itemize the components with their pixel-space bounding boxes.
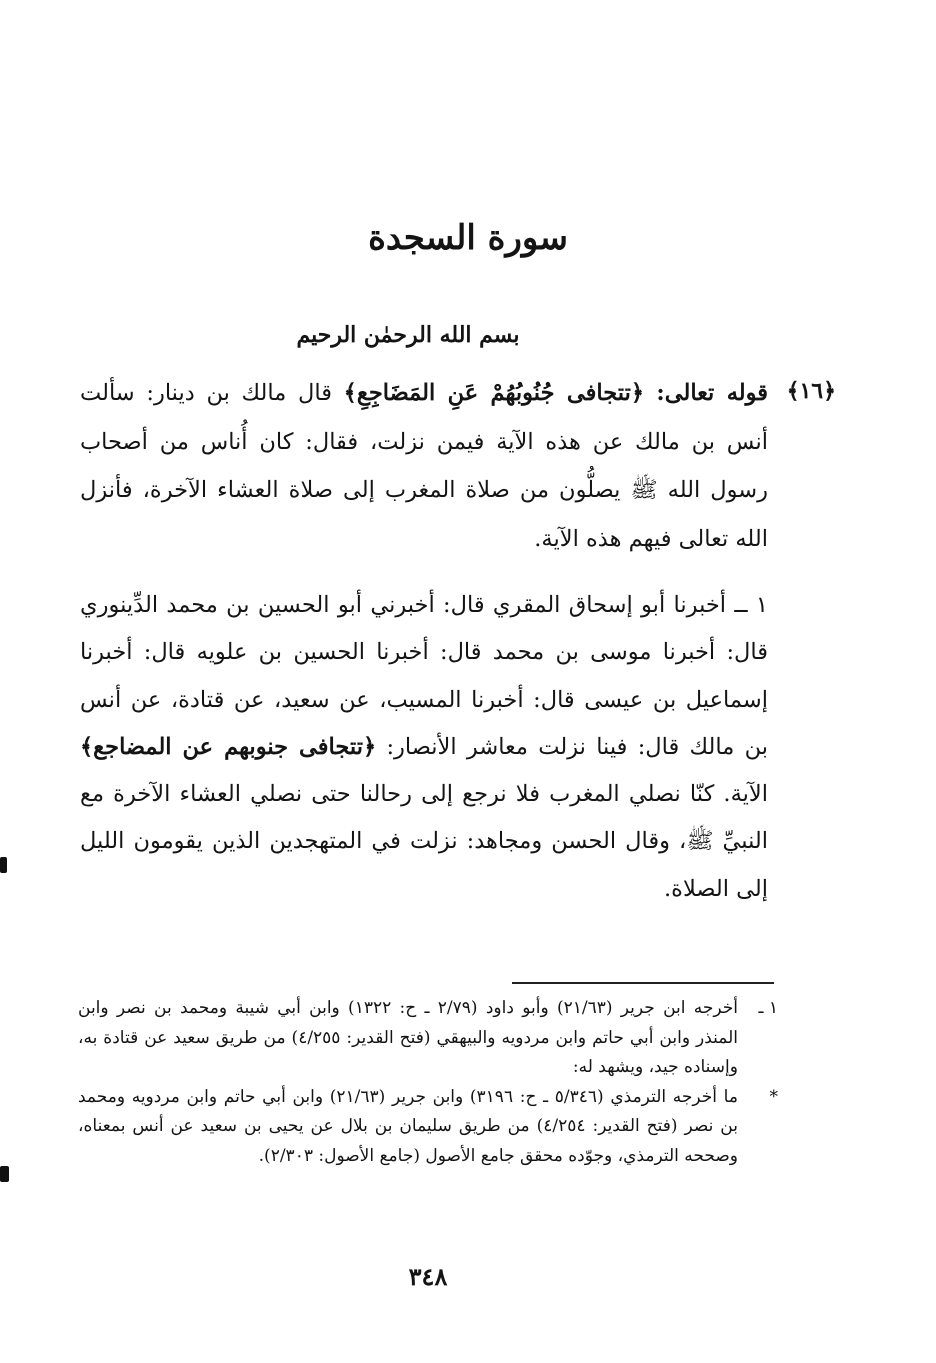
footnotes (78, 994, 778, 1172)
scan-edge-mark (0, 1166, 9, 1182)
hadith-quran-quote: ﴿تتجافى جنوبهم عن المضاجع﴾ (80, 733, 377, 760)
footnote-1 (78, 994, 778, 1083)
footnote-separator (512, 982, 774, 984)
basmala: بسم الله الرحمٰن الرحيم (296, 322, 520, 348)
quran-quote: ﴿تتجافى جُنُوبُهُمْ عَنِ المَضَاجِعِ﴾ (343, 380, 645, 406)
footnote-2 (78, 1083, 778, 1172)
hadith-paragraph (80, 582, 768, 913)
footnote-number: ١ ـ (758, 998, 778, 1018)
hadith-chain-text: أخبرنا أبو إسحاق المقري قال: أخبرني أبو الحسين بن محمد الدِّينوري قال: أخبرنا موسى بن محمد قال: أخبرنا الحسين بن علويه قال: أخبرنا إسماعيل بن عيسى قال: أخبرنا المسيب، عن سعيد، عن قتادة، عن أنس بن مالك قال: فينا نزلت معاشر الأنصار: (80, 592, 768, 760)
hadith-number: ١ ــ (726, 592, 768, 618)
footnote-1-text: أخرجه ابن جرير (٢١/٦٣) وأبو داود (٢/٧٩ ـ ح: ١٣٢٢) وابن أبي شيبة ومحمد بن نصر وابن المنذر وابن أبي حاتم وابن مردويه والبيهقي (فتح القدير: ٤/٢٥٥) من طريق سعيد عن قتادة به، وإسناده جيد، ويشهد له: (78, 998, 739, 1078)
page-number: ٣٤٨ (408, 1262, 448, 1291)
footnote-star-mark: * (769, 1086, 778, 1107)
hadith-text: الآية. كنّا نصلي المغرب فلا نرجع إلى رحالنا حتى نصلي العشاء الآخرة مع النبيِّ ﷺ، وقال الحسن ومجاهد: نزلت في المتهجدين الذين يقومون الليل إلى الصلاة. (80, 781, 768, 902)
commentary-text: قال مالك بن دينار: سألت أنس بن مالك عن هذه الآية فيمن نزلت، فقال: كان أُناس من أصحاب رسول الله ﷺ يصلُّون من صلاة المغرب إلى صلاة العشاء الآخرة، فأنزل الله تعالى فيهم هذه الآية. (80, 380, 768, 552)
commentary-lead: قوله تعالى: (644, 380, 768, 406)
footnote-2-text: ما أخرجه الترمذي (٥/٣٤٦ ـ ح: ٣١٩٦) وابن جرير (٢١/٦٣) وابن أبي حاتم وابن مردويه ومحمد بن نصر (فتح القدير: ٤/٢٥٤) من طريق سليمان بن بلال عن يحيى بن سعيد عن أنس بمعناه، وصححه الترمذي، وجوّده محقق جامع الأصول (جامع الأصول: ٢/٣٠٣). (78, 1086, 738, 1166)
verse-number: ﴿١٦﴾ (786, 378, 836, 404)
verse-commentary-paragraph (80, 369, 768, 563)
surah-title: سورة السجدة (368, 218, 568, 258)
scan-edge-mark (0, 857, 7, 873)
